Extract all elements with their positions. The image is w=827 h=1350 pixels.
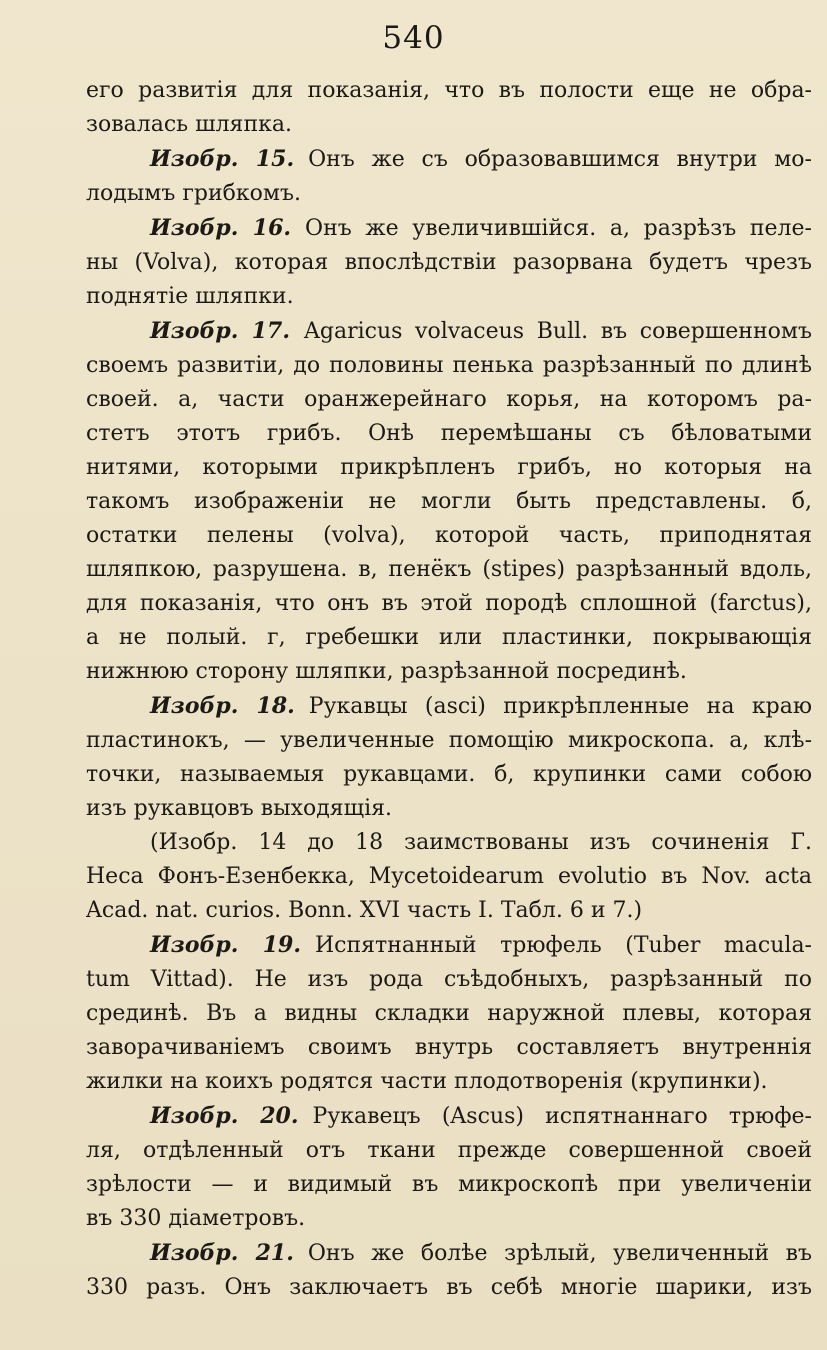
text-line [86,246,812,280]
text-line [86,928,812,963]
text-line [86,724,812,758]
line-text: шляпкою, разрушена. в, пенёкъ (stipes) разрѣзанный вдоль, [86,557,812,582]
line-text: въ 330 діаметровъ. [86,1206,306,1231]
line-text: Неса Фонъ-Езенбекка, Mycetoidearum evolutio въ Nov. acta [86,864,812,889]
line-text: такомъ изображеніи не могли быть представлены. б, [86,489,812,514]
line-text: Agaricus volvaceus Bull. въ совершенномъ [304,319,812,344]
figure-label: Изобр. 21. [150,1240,294,1266]
text-line [86,1065,812,1099]
text-line [86,383,812,417]
page-number: 540 [382,20,445,56]
text-line [86,519,812,553]
line-text: (Изобр. 14 до 18 заимствованы изъ сочиненія Г. [150,830,812,855]
line-text: своемъ развитіи, до половины пенька разрѣзанный по длинѣ [86,353,812,378]
text-line [86,1202,812,1236]
figure-label: Изобр. 15. [150,146,295,172]
text-line [86,792,812,826]
text-line [86,211,812,246]
line-text: точки, называемыя рукавцами. б, крупинки сами собою [86,762,812,787]
text-line [86,417,812,451]
text-line [86,860,812,894]
text-line [86,314,812,349]
figure-label: Изобр. 20. [150,1103,299,1129]
line-text: заворачиваніемъ своимъ внутрь составляетъ внутреннія [86,1035,812,1060]
text-line [86,1134,812,1168]
text-line [86,1099,812,1134]
line-text: его развитія для показанія, что въ полости еще не обра- [86,78,812,103]
text-line [86,1236,812,1271]
line-text: ля, отдѣленный отъ ткани прежде совершенной своей [86,1138,812,1163]
text-line [86,280,812,314]
text-line [86,142,812,177]
text-line [86,621,812,655]
text-line [86,349,812,383]
line-text: Онъ же болѣе зрѣлый, увеличенный въ [307,1241,812,1266]
line-text: Испятнанный трюфель (Tuber macula- [314,933,812,958]
line-text: Acad. nat. curios. Bonn. XVI часть I. Табл. 6 и 7.) [86,898,643,923]
text-line [86,758,812,792]
text-line [86,894,812,928]
line-text: нижнюю сторону шляпки, разрѣзанной посрединѣ. [86,659,687,684]
line-text: пластинокъ, — увеличенные помощію микроскопа. а, клѣ- [86,728,812,753]
line-text: стетъ этотъ грибъ. Онѣ перемѣшаны съ бѣловатыми [86,421,812,446]
text-line [86,655,812,689]
text-line [86,963,812,997]
line-text: tum Vittad). Не изъ рода съѣдобныхъ, разрѣзанный по [86,967,812,992]
figure-label: Изобр. 18. [150,693,295,719]
text-line [86,1031,812,1065]
page-body-text [86,74,812,1305]
text-line [86,587,812,621]
text-line [86,997,812,1031]
text-line [86,689,812,724]
line-text: Онъ же съ образовавшимся внутри мо- [308,147,812,172]
line-text: Рукавецъ (Ascus) испятнаннаго трюфе- [312,1104,812,1129]
text-line [86,1271,812,1305]
text-line [86,108,812,142]
text-line [86,826,812,860]
line-text: зовалась шляпка. [86,112,292,137]
line-text: остатки пелены (volva), которой часть, приподнятая [86,523,812,548]
line-text: Онъ же увеличившійся. а, разрѣзъ пеле- [305,216,812,241]
line-text: своей. а, части оранжерейнаго корья, на которомъ ра- [86,387,812,412]
line-text: срединѣ. Въ а видны складки наружной плевы, которая [86,1001,812,1026]
figure-label: Изобр. 17. [150,318,290,344]
line-text: а не полый. г, гребешки или пластинки, покрывающія [86,625,812,650]
line-text: Рукавцы (asci) прикрѣпленные на краю [308,694,812,719]
text-line [86,451,812,485]
text-line [86,485,812,519]
figure-label: Изобр. 19. [150,932,301,958]
line-text: нитями, которыми прикрѣпленъ грибъ, но которыя на [86,455,812,480]
text-line [86,553,812,587]
figure-label: Изобр. 16. [150,215,292,241]
text-line [86,74,812,108]
text-line [86,1168,812,1202]
line-text: для показанія, что онъ въ этой породѣ сплошной (farctus), [86,591,812,616]
text-line [86,177,812,211]
line-text: 330 разъ. Онъ заключаетъ въ себѣ многіе шарики, изъ [86,1275,812,1300]
line-text: зрѣлости — и видимый въ микроскопѣ при увеличеніи [86,1172,812,1197]
line-text: ны (Volva), которая впослѣдствіи разорвана будетъ чрезъ [86,250,812,275]
line-text: поднятіе шляпки. [86,284,294,309]
line-text: жилки на коихъ родятся части плодотворенія (крупинки). [86,1069,768,1094]
line-text: лодымъ грибкомъ. [86,181,301,206]
line-text: изъ рукавцовъ выходящія. [86,796,393,821]
